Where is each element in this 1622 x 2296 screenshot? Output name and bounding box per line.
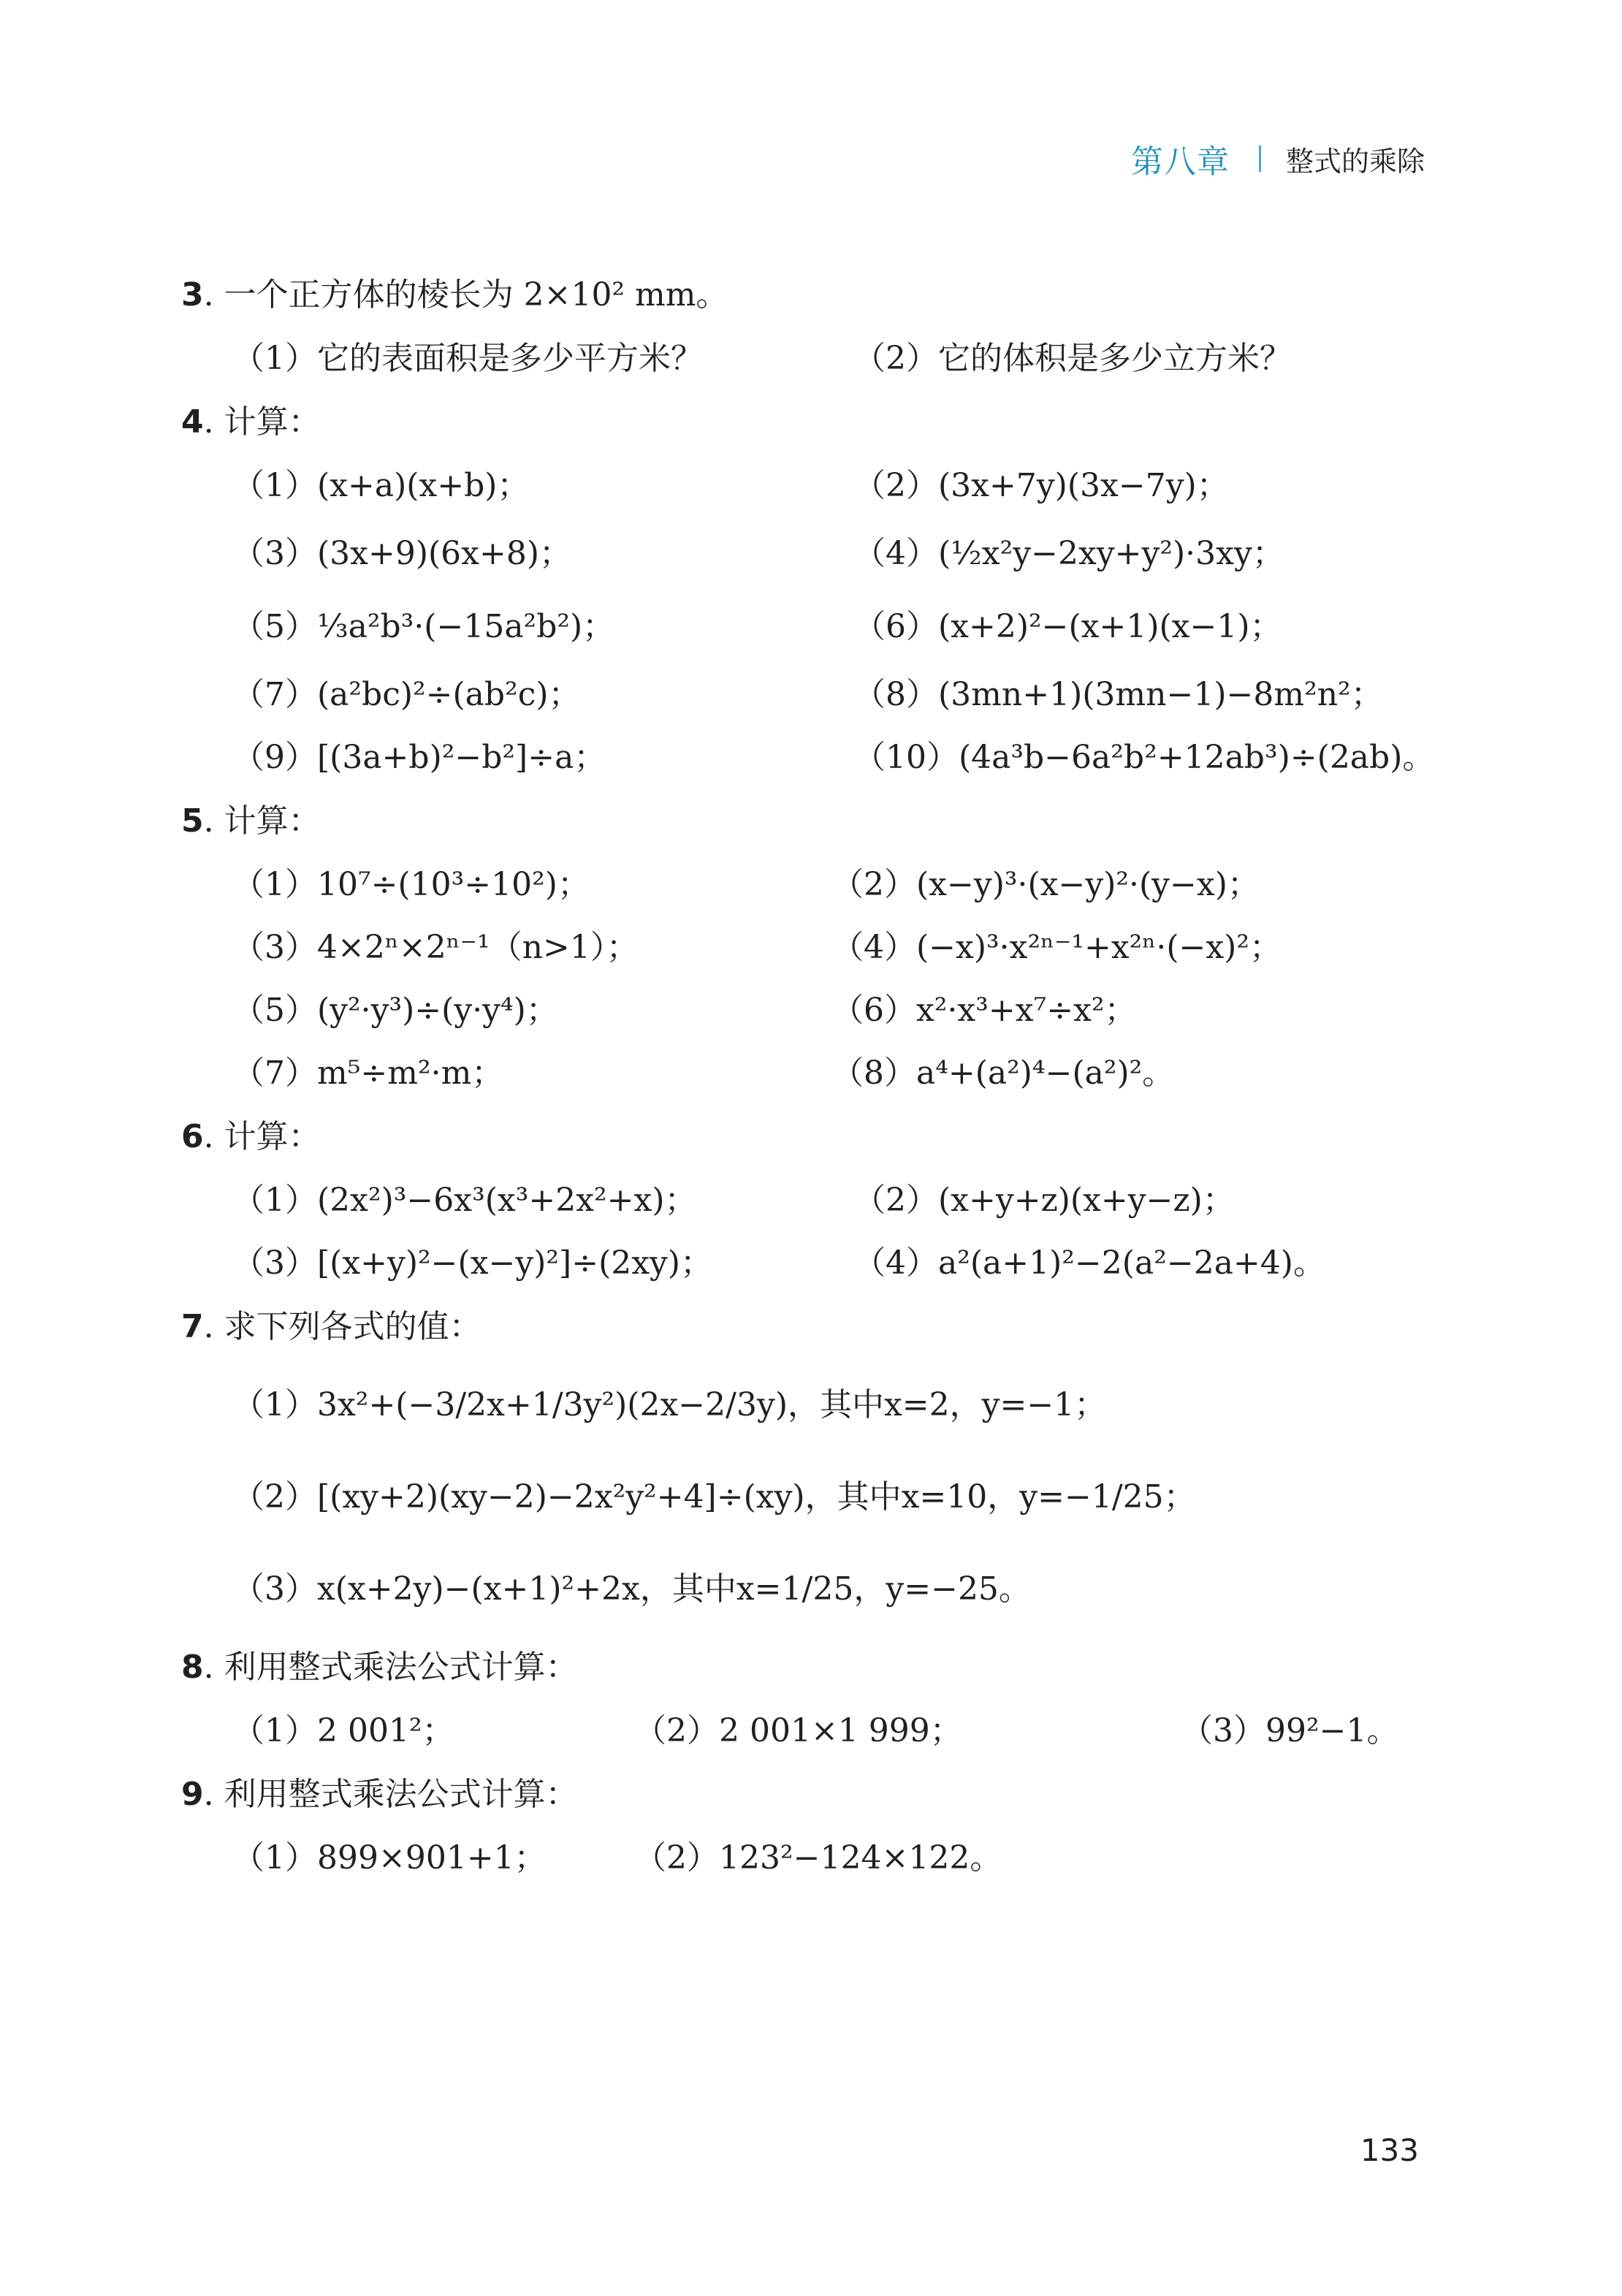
sub-question: （2）(3x+7y)(3x−7y)； — [853, 467, 1229, 504]
sub-question: （7）m⁵÷m²·m； — [232, 1054, 504, 1092]
problem-8-row-1 — [181, 1700, 1452, 1763]
sub-question: （3）[(x+y)²−(x−y)²]÷(2xy)； — [232, 1244, 713, 1282]
problem-number: 7 — [181, 1308, 204, 1345]
problem-6-row-2 — [181, 1232, 1452, 1295]
sub-question: （5）(y²·y³)÷(y·y⁴)； — [232, 992, 558, 1029]
problem-5-row-3 — [181, 979, 1452, 1042]
page-number: 133 — [1360, 2132, 1419, 2168]
exercise-list — [181, 263, 1452, 1890]
sub-question: （1）(x+a)(x+b)； — [232, 467, 530, 504]
problem-text: . 计算： — [203, 403, 321, 441]
sub-question: （6）x²·x³+x⁷÷x²； — [831, 992, 1137, 1029]
sub-question: （1）2 001²； — [232, 1712, 454, 1749]
problem-5-row-4 — [181, 1042, 1452, 1105]
sub-question: （1）(2x²)³−6x³(x³+2x²+x)； — [232, 1182, 697, 1219]
problem-4-row-2 — [181, 517, 1452, 590]
header-divider — [1259, 145, 1261, 172]
section-title: 整式的乘除 — [1285, 145, 1425, 178]
page-header — [1131, 133, 1425, 184]
problem-text: . 计算： — [203, 1118, 321, 1155]
problem-7-row-1 — [181, 1359, 1452, 1451]
problem-text: . 利用整式乘法公式计算： — [203, 1649, 578, 1686]
problem-number: 3 — [181, 276, 204, 313]
chapter-title: 第八章 — [1130, 143, 1230, 180]
problem-7-row-2 — [181, 1451, 1452, 1543]
problem-6 — [181, 1105, 1452, 1169]
problem-text: . 计算： — [203, 802, 321, 840]
problem-9-row-1 — [181, 1827, 1452, 1890]
sub-question: （3）x(x+2y)−(x+1)²+2x，其中x=1/25，y=−25。 — [232, 1570, 1031, 1608]
sub-question: （6）(x+2)²−(x+1)(x−1)； — [853, 608, 1282, 645]
sub-question: （1）899×901+1； — [232, 1839, 547, 1877]
problem-5-row-1 — [181, 854, 1452, 916]
problem-text: . 一个正方体的棱长为 2×10² mm。 — [203, 276, 728, 313]
sub-question: （2）(x+y+z)(x+y−z)； — [853, 1182, 1235, 1219]
problem-4-row-4 — [181, 664, 1452, 726]
problem-5-row-2 — [181, 916, 1452, 979]
problem-4-row-1 — [181, 455, 1452, 517]
sub-question: （3）(3x+9)(6x+8)； — [232, 535, 571, 572]
sub-question: （1）3x²+(−3/2x+1/3y²)(2x−2/3y)，其中x=2，y=−1； — [232, 1386, 1107, 1423]
problem-5 — [181, 789, 1452, 854]
problem-number: 5 — [181, 802, 204, 840]
sub-question: （8）(3mn+1)(3mn−1)−8m²n²； — [853, 676, 1383, 713]
problem-8 — [181, 1635, 1452, 1700]
problem-6-row-1 — [181, 1169, 1452, 1232]
problem-number: 8 — [181, 1649, 204, 1686]
sub-question: （3）99²−1。 — [1181, 1712, 1399, 1749]
sub-question: （5）⅓a²b³·(−15a²b²)； — [232, 608, 615, 645]
problem-7 — [181, 1295, 1452, 1359]
sub-question: （9）[(3a+b)²−b²]÷a； — [232, 739, 606, 776]
sub-question: （7）(a²bc)²÷(ab²c)； — [232, 676, 581, 713]
sub-question: （10）(4a³b−6a²b²+12ab³)÷(2ab)。 — [853, 739, 1435, 776]
sub-question: （1）它的表面积是多少平方米？ — [232, 340, 703, 377]
sub-question: （2）[(xy+2)(xy−2)−2x²y²+4]÷(xy)，其中x=10，y=−1/25； — [232, 1478, 1196, 1516]
sub-question: （4）a²(a+1)²−2(a²−2a+4)。 — [853, 1244, 1325, 1282]
problem-7-row-3 — [181, 1543, 1452, 1635]
sub-question: （1）10⁷÷(10³÷10²)； — [232, 866, 590, 903]
problem-number: 6 — [181, 1118, 204, 1155]
sub-question: （4）(½x²y−2xy+y²)·3xy； — [853, 535, 1284, 572]
sub-question: （3）4×2ⁿ×2ⁿ⁻¹（n>1）； — [232, 929, 639, 966]
problem-text: . 求下列各式的值： — [203, 1308, 481, 1345]
sub-question: （2）(x−y)³·(x−y)²·(y−x)； — [831, 866, 1260, 903]
problem-4-row-3 — [181, 590, 1452, 664]
problem-3 — [181, 263, 1452, 327]
problem-number: 9 — [181, 1776, 204, 1813]
sub-question: （2）它的体积是多少立方米？ — [853, 340, 1292, 377]
problem-3-row-1 — [181, 327, 1452, 390]
problem-text: . 利用整式乘法公式计算： — [203, 1776, 578, 1813]
problem-9 — [181, 1763, 1452, 1827]
problem-number: 4 — [181, 403, 204, 441]
sub-question: （2）123²−124×122。 — [634, 1839, 1002, 1877]
problem-4-row-5 — [181, 726, 1452, 789]
sub-question: （4）(−x)³·x²ⁿ⁻¹+x²ⁿ·(−x)²； — [831, 929, 1282, 966]
sub-question: （8）a⁴+(a²)⁴−(a²)²。 — [831, 1054, 1175, 1092]
sub-question: （2）2 001×1 999； — [634, 1712, 962, 1749]
problem-4 — [181, 390, 1452, 455]
